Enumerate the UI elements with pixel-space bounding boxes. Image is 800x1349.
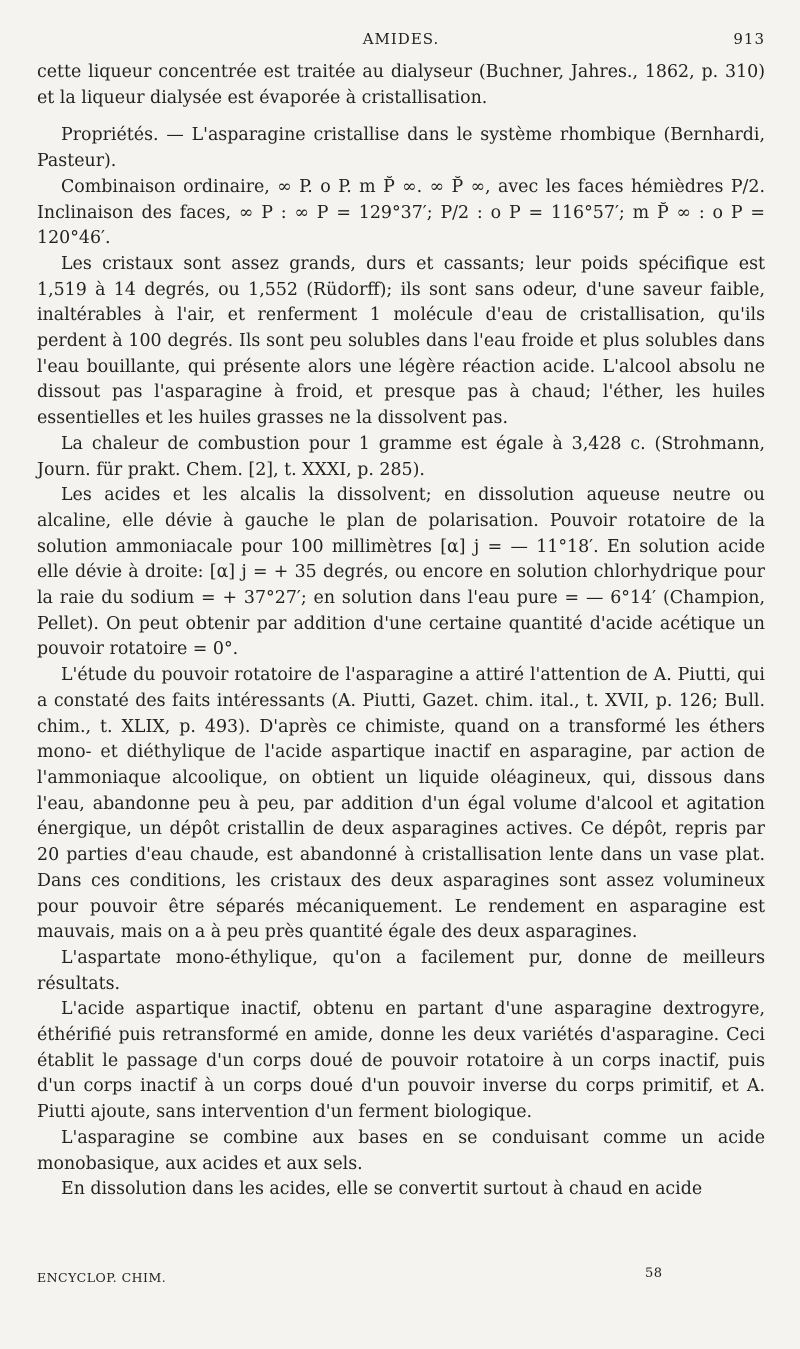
page-number: 913 (733, 30, 765, 48)
paragraph: cette liqueur concentrée est traitée au dialyseur (Buchner, Jahres., 1862, p. 310) et la liqueur dialysée est évaporée à cristallisation. (37, 62, 765, 108)
body-text (37, 60, 765, 1203)
signature-mark: ENCYCLOP. CHIM. (37, 1270, 167, 1285)
document-page (37, 30, 765, 1330)
paragraph: Les acides et les alcalis la dissolvent; en dissolution aqueuse neutre ou alcaline, elle dévie à gauche le plan de polarisation. Pouvoir rotatoire de la solution ammoniacale pour 100 millimètres [α] j = — 11°18′. En solution acide elle dévie à droite: [α] j = + 35 degrés, ou encore en solution chlorhydrique pour la raie du sodium = + 37°27′; en solution dans l'eau pure = — 6°14′ (Champion, Pellet). On peut obtenir par addition d'une certaine quantité d'acide acétique un pouvoir rotatoire = 0°. (37, 485, 765, 660)
paragraph: L'acide aspartique inactif, obtenu en partant d'une asparagine dextrogyre, éthérifié puis retransformé en amide, donne les deux variétés d'asparagine. Ceci établit le passage d'un corps doué de pouvoir rotatoire à un corps inactif, puis d'un corps inactif à un corps doué d'un pouvoir inverse du corps primitif, et A. Piutti ajoute, sans intervention d'un ferment biologique. (37, 999, 765, 1123)
signature-number: 58 (645, 1266, 663, 1281)
paragraph: Combinaison ordinaire, ∞ P. o P. m P̆ ∞. ∞ P̆ ∞, avec les faces hémièdres P/2. Inclinaison des faces, ∞ P : ∞ P = 129°37′; P/2 : o P = 116°57′; m P̆ ∞ : o P = 120°46′. (37, 176, 765, 249)
page-footer (37, 1266, 765, 1286)
paragraph-properties: Propriétés. — L'asparagine cristallise dans le système rhombique (Bernhardi, Pasteur). (37, 125, 765, 172)
paragraph: En dissolution dans les acides, elle se convertit surtout à chaud en acide (61, 1179, 703, 1200)
running-title: AMIDES. (362, 30, 440, 48)
paragraph: L'aspartate mono-éthylique, qu'on a facilement pur, donne de meilleurs résultats. (37, 947, 765, 994)
paragraph: Les cristaux sont assez grands, durs et cassants; leur poids spécifique est 1,519 à 14 degrés, ou 1,552 (Rüdorff); ils sont sans odeur, d'une saveur faible, inaltérables à l'air, et renferment 1 molécule d'eau de cristallisation, qu'ils perdent à 100 degrés. Ils sont peu solubles dans l'eau froide et plus solubles dans l'eau bouillante, qui présente alors une légère réaction acide. L'alcool absolu ne dissout pas l'asparagine à froid, et presque pas à chaud; l'éther, les huiles essentielles et les huiles grasses ne la dissolvent pas. (37, 253, 765, 429)
paragraph: La chaleur de combustion pour 1 gramme est égale à 3,428 c. (Strohmann, Journ. für prakt. Chem. [2], t. XXXI, p. 285). (37, 433, 765, 480)
paragraph: L'asparagine se combine aux bases en se conduisant comme un acide monobasique, aux acides et aux sels. (37, 1127, 765, 1174)
page-header (37, 30, 765, 52)
paragraph: L'étude du pouvoir rotatoire de l'asparagine a attiré l'attention de A. Piutti, qui a constaté des faits intéressants (A. Piutti, Gazet. chim. ital., t. XVII, p. 126; Bull. chim., t. XLIX, p. 493). D'après ce chimiste, quand on a transformé les éthers mono- et diéthylique de l'acide aspartique inactif en asparagine, par action de l'ammoniaque alcoolique, on obtient un liquide oléagineux, qui, dissous dans l'eau, abandonne peu à peu, par addition d'un égal volume d'alcool et agitation énergique, un dépôt cristallin de deux asparagines actives. Ce dépôt, repris par 20 parties d'eau chaude, est abandonné à cristallisation lente dans un vase plat. Dans ces conditions, les cristaux des deux asparagines sont assez volumineux pour pouvoir être séparés mécaniquement. Le rendement en asparagine est mauvais, mais on a à peu près quantité égale des deux asparagines. (37, 665, 765, 943)
